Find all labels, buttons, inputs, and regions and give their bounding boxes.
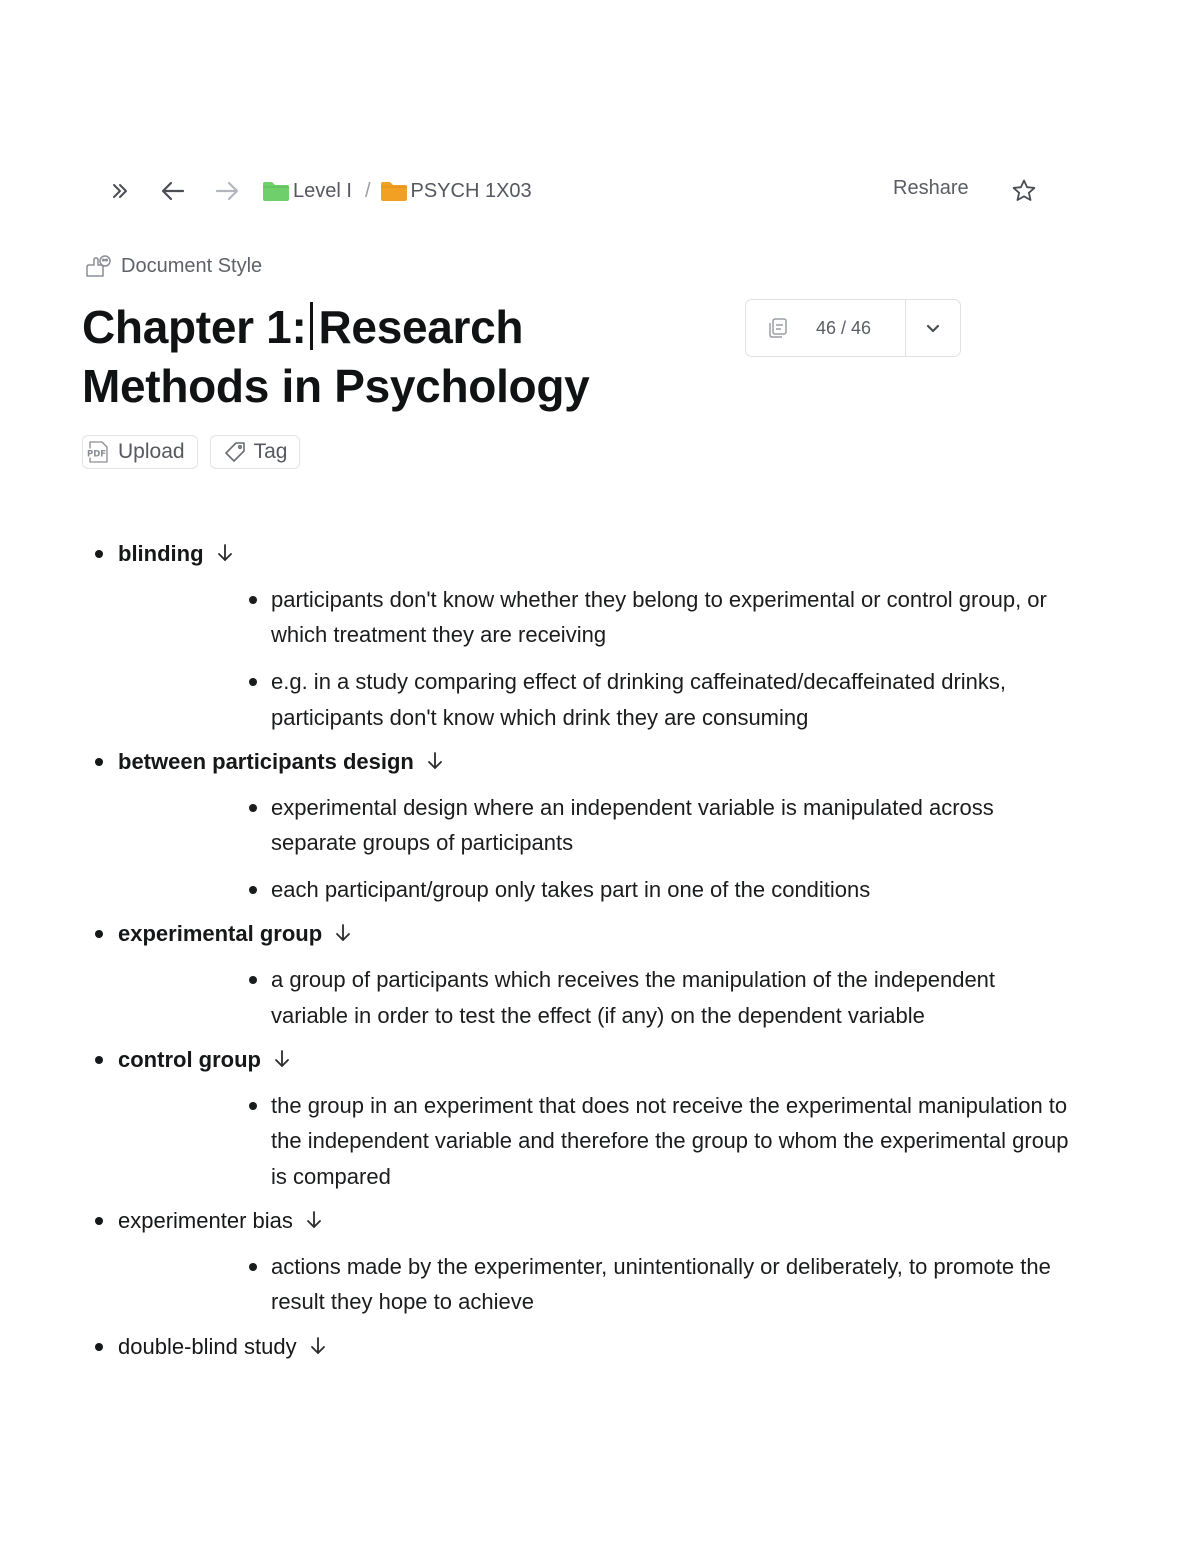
page-counter-display[interactable] [746, 300, 906, 356]
term-label: experimental group [118, 921, 323, 947]
action-chips [82, 435, 312, 469]
page-counter[interactable] [745, 299, 961, 357]
palette-icon [85, 254, 112, 278]
definition-item[interactable]: a group of participants which receives the manipulation of the independent variable in order to test the effect (if any) on the dependent variable [118, 962, 1071, 1033]
svg-text:PDF: PDF [87, 449, 107, 460]
list-item[interactable] [0, 1326, 1200, 1369]
arrow-down-icon[interactable] [426, 743, 444, 784]
back-arrow-icon[interactable] [159, 178, 187, 204]
pdf-icon [86, 441, 110, 463]
tag-label: Tag [253, 440, 288, 463]
folder-icon [380, 180, 408, 202]
reshare-button[interactable]: Reshare [893, 177, 969, 199]
list-item[interactable] [0, 533, 1200, 735]
arrow-down-icon[interactable] [309, 1328, 327, 1369]
definition-list [118, 1249, 1200, 1320]
definition-item[interactable]: each participant/group only takes part in one of the conditions [118, 872, 1071, 907]
breadcrumb-item-level-i[interactable] [262, 180, 352, 203]
top-bar [100, 170, 1050, 212]
document-style-label: Document Style [121, 254, 263, 277]
term-label: experimenter bias [118, 1207, 293, 1233]
pages-icon [766, 316, 790, 340]
star-icon[interactable] [1011, 178, 1037, 209]
title-part-2: Research Methods in Psychology [82, 301, 590, 412]
arrow-down-icon[interactable] [334, 915, 352, 956]
upload-label: Upload [118, 440, 185, 463]
breadcrumb-label: PSYCH 1X03 [410, 179, 532, 202]
text-cursor [310, 302, 313, 350]
term-label: blinding [118, 541, 204, 566]
list-item[interactable] [0, 1200, 1200, 1320]
term-label: between participants design [118, 748, 414, 774]
page-counter-value: 46 / 46 [816, 317, 872, 338]
page-title[interactable] [82, 298, 682, 416]
forward-arrow-icon[interactable] [213, 178, 241, 204]
title-part-1: Chapter 1: [82, 301, 307, 353]
definition-item[interactable]: the group in an experiment that does not receive the experimental manipulation to the independent variable and therefore the group to whom the experimental group is compared [118, 1088, 1071, 1194]
definition-item[interactable]: participants don't know whether they belong to experimental or control group, or which treatment they are receiving [118, 582, 1071, 653]
breadcrumb-item-psych-1x03[interactable] [380, 180, 532, 203]
definition-list [118, 962, 1200, 1033]
definition-item[interactable]: experimental design where an independent variable is manipulated across separate groups of participants [118, 790, 1071, 861]
list-item[interactable] [0, 1039, 1200, 1194]
chevron-down-icon [924, 319, 942, 337]
breadcrumb-label: Level I [293, 179, 352, 202]
document-style-button[interactable] [85, 254, 262, 278]
definition-list [118, 790, 1200, 908]
term-label: double-blind study [118, 1333, 297, 1359]
breadcrumb [262, 178, 532, 204]
definition-list [118, 582, 1200, 735]
term-label: control group [118, 1047, 261, 1073]
page-counter-dropdown[interactable] [906, 300, 960, 356]
arrow-down-icon[interactable] [305, 1202, 323, 1243]
arrow-down-icon[interactable] [273, 1041, 291, 1082]
arrow-down-icon[interactable] [216, 535, 234, 576]
upload-button[interactable] [82, 435, 198, 469]
tag-button[interactable] [210, 435, 301, 469]
list-item[interactable] [0, 913, 1200, 1033]
tag-icon [224, 441, 246, 463]
definition-list [118, 1088, 1200, 1194]
definition-item[interactable]: e.g. in a study comparing effect of drinking caffeinated/decaffeinated drinks, participants don't know which drink they are consuming [118, 664, 1071, 735]
expand-sidebar-icon[interactable] [106, 178, 134, 204]
definition-item[interactable]: actions made by the experimenter, unintentionally or deliberately, to promote the result they hope to achieve [118, 1249, 1071, 1320]
list-item[interactable] [0, 741, 1200, 908]
notes-list [0, 533, 1200, 1369]
breadcrumb-separator: / [364, 179, 371, 202]
folder-icon [262, 180, 290, 202]
